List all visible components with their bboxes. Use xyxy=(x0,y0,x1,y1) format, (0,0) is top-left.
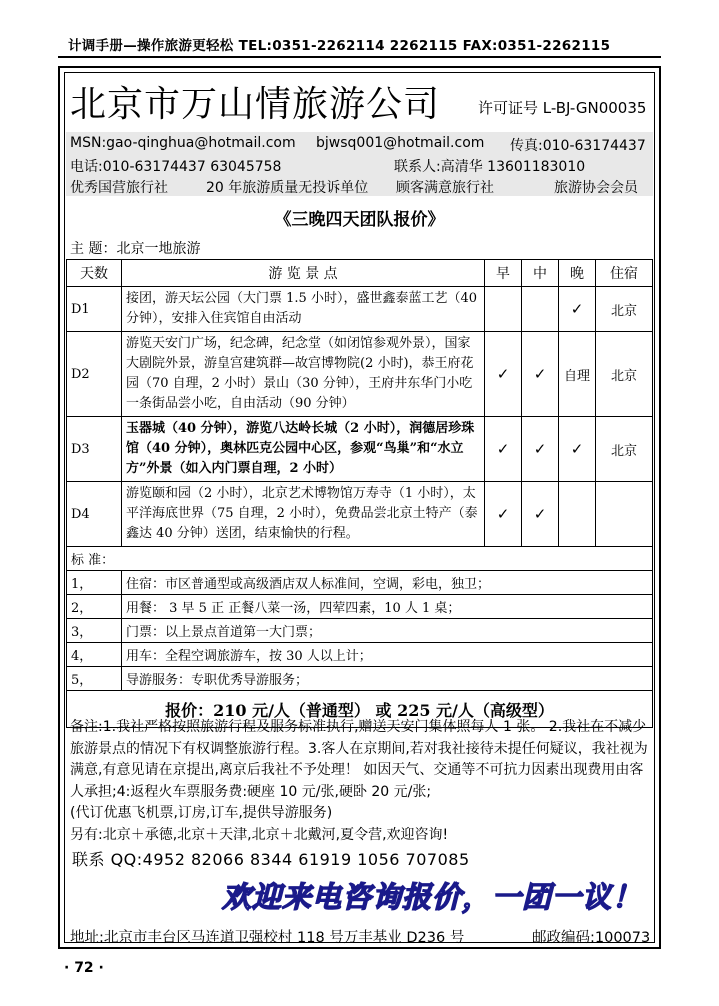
day-description: 游览颐和园（2 小时），北京艺术博物馆万寿寺（1 小时），太平洋海底世界（75 自理，2 小时），免费品尝北京土特产（泰鑫达 40 分钟）送团，结束愉快的行程。 xyxy=(122,482,485,547)
breakfast-cell: ✓ xyxy=(485,332,522,417)
tour-title: 《三晚四天团队报价》 xyxy=(274,210,445,230)
lodging-cell: 北京 xyxy=(596,332,653,417)
dinner-cell: 自理 xyxy=(559,332,596,417)
price-text: 报价：210 元/人（普通型） 或 225 元/人（高级型） xyxy=(67,691,653,728)
table-row xyxy=(67,287,653,332)
day-description: 玉器城（40 分钟），游览八达岭长城（2 小时），润德居珍珠馆（40 分钟），奥林匹克公园中心区，参观“鸟巢”和“水立方”外景（如入内门票自理，2 小时） xyxy=(122,417,485,482)
standard-text: 用餐： 3 早 5 正 正餐八菜一汤，四荤四素，10 人 1 桌； xyxy=(122,595,653,619)
day-cell: D1 xyxy=(67,287,122,332)
day-cell: D4 xyxy=(67,482,122,547)
table-row xyxy=(67,417,653,482)
header-day: 天数 xyxy=(67,260,122,287)
info-box xyxy=(66,132,653,196)
email: bjwsq001@hotmail.com xyxy=(316,135,485,151)
award-4: 旅游协会会员 xyxy=(554,180,638,196)
address: 地址:北京市丰台区马连道卫强校村 118 号万丰基业 D236 号 xyxy=(70,930,465,946)
fax: 传真:010-63174437 xyxy=(510,138,646,154)
note-routes: 另有:北京＋承德,北京＋天津,北京＋北戴河,夏令营,欢迎咨询! xyxy=(70,826,449,843)
table-header-row xyxy=(67,260,653,287)
standard-row xyxy=(67,643,653,667)
tour-subject: 主 题：北京一地旅游 xyxy=(70,241,201,257)
table-row xyxy=(67,482,653,547)
day-cell: D3 xyxy=(67,417,122,482)
qq-contact: 联系 QQ:4952 82066 8344 61919 1056 707085 xyxy=(72,850,470,869)
breakfast-cell xyxy=(485,287,522,332)
itinerary-table xyxy=(66,259,653,728)
lunch-cell: ✓ xyxy=(522,332,559,417)
standard-row xyxy=(67,595,653,619)
award-2: 20 年旅游质量无投诉单位 xyxy=(206,180,369,196)
standard-row xyxy=(67,667,653,691)
postcode: 邮政编码:100073 xyxy=(532,930,651,946)
note-main: 备注:1.我社严格按照旅游行程及服务标准执行,赠送天安门集体照每人 1 张。 2.我社在不减少旅游景点的情况下有权调整旅游行程。3.客人在京期间,若对我社接待未提任何疑议，我社视为满意,有意见请在京提出,离京后我社不予处理！ 如因天气、交通等不可抗力因素出现费用由客人承担;4:返程火车票服务费:硬座 10 元/张,硬卧 20 元/张; xyxy=(70,719,648,800)
page-header: 计调手册—操作旅游更轻松 TEL:0351-2262114 2262115 FAX:0351-2262115 xyxy=(68,38,611,54)
table-row xyxy=(67,332,653,417)
standard-num: 3， xyxy=(67,619,122,643)
notes xyxy=(70,717,648,846)
header-lunch: 中 xyxy=(522,260,559,287)
breakfast-cell: ✓ xyxy=(485,482,522,547)
license-number: 许可证号 L-BJ-GN00035 xyxy=(478,99,647,117)
standard-label-row xyxy=(67,547,653,571)
standard-num: 4， xyxy=(67,643,122,667)
phone: 电话:010-63174437 63045758 xyxy=(70,159,282,175)
standard-text: 门票：以上景点首道第一大门票； xyxy=(122,619,653,643)
dinner-cell: ✓ xyxy=(559,287,596,332)
day-description: 接团，游天坛公园（大门票 1.5 小时），盛世鑫泰蓝工艺（40 分钟），安排入住宾馆自由活动 xyxy=(122,287,485,332)
standard-label: 标 准： xyxy=(67,547,653,571)
breakfast-cell: ✓ xyxy=(485,417,522,482)
header-sights: 游 览 景 点 xyxy=(122,260,485,287)
header-lodging: 住宿 xyxy=(596,260,653,287)
standard-num: 1， xyxy=(67,571,122,595)
standard-text: 住宿：市区普通型或高级酒店双人标准间，空调，彩电，独卫； xyxy=(122,571,653,595)
lodging-cell: 北京 xyxy=(596,417,653,482)
header-rule xyxy=(58,56,661,58)
page-number: · 72 · xyxy=(64,960,104,976)
lodging-cell xyxy=(596,482,653,547)
dinner-cell: ✓ xyxy=(559,417,596,482)
header-dinner: 晚 xyxy=(559,260,596,287)
day-description: 游览天安门广场，纪念碑，纪念堂（如闭馆参观外景），国家大剧院外景，游皇宫建筑群—故宫博物院(2 小时)，恭王府花园（70 自理，2 小时）景山（30 分钟），王府井东华门小吃一条街品尝小吃，自由活动（90 分钟） xyxy=(122,332,485,417)
welcome-slogan: 欢迎来电咨询报价，一团一议！ xyxy=(222,880,643,914)
lunch-cell xyxy=(522,287,559,332)
standard-row xyxy=(67,619,653,643)
award-3: 顾客满意旅行社 xyxy=(396,180,494,196)
lunch-cell: ✓ xyxy=(522,482,559,547)
contact-person: 联系人:高清华 13601183010 xyxy=(394,159,586,175)
award-1: 优秀国营旅行社 xyxy=(70,180,168,196)
day-cell: D2 xyxy=(67,332,122,417)
note-services: (代订优惠飞机票,订房,订车,提供导游服务) xyxy=(70,805,333,821)
standard-text: 用车：全程空调旅游车，按 30 人以上计； xyxy=(122,643,653,667)
dinner-cell xyxy=(559,482,596,547)
standard-text: 导游服务：专职优秀导游服务； xyxy=(122,667,653,691)
lunch-cell: ✓ xyxy=(522,417,559,482)
company-name: 北京市万山情旅游公司 xyxy=(70,84,441,125)
lodging-cell: 北京 xyxy=(596,287,653,332)
header-breakfast: 早 xyxy=(485,260,522,287)
msn: MSN:gao-qinghua@hotmail.com xyxy=(70,135,296,151)
standard-row xyxy=(67,571,653,595)
standard-num: 5， xyxy=(67,667,122,691)
standard-num: 2， xyxy=(67,595,122,619)
